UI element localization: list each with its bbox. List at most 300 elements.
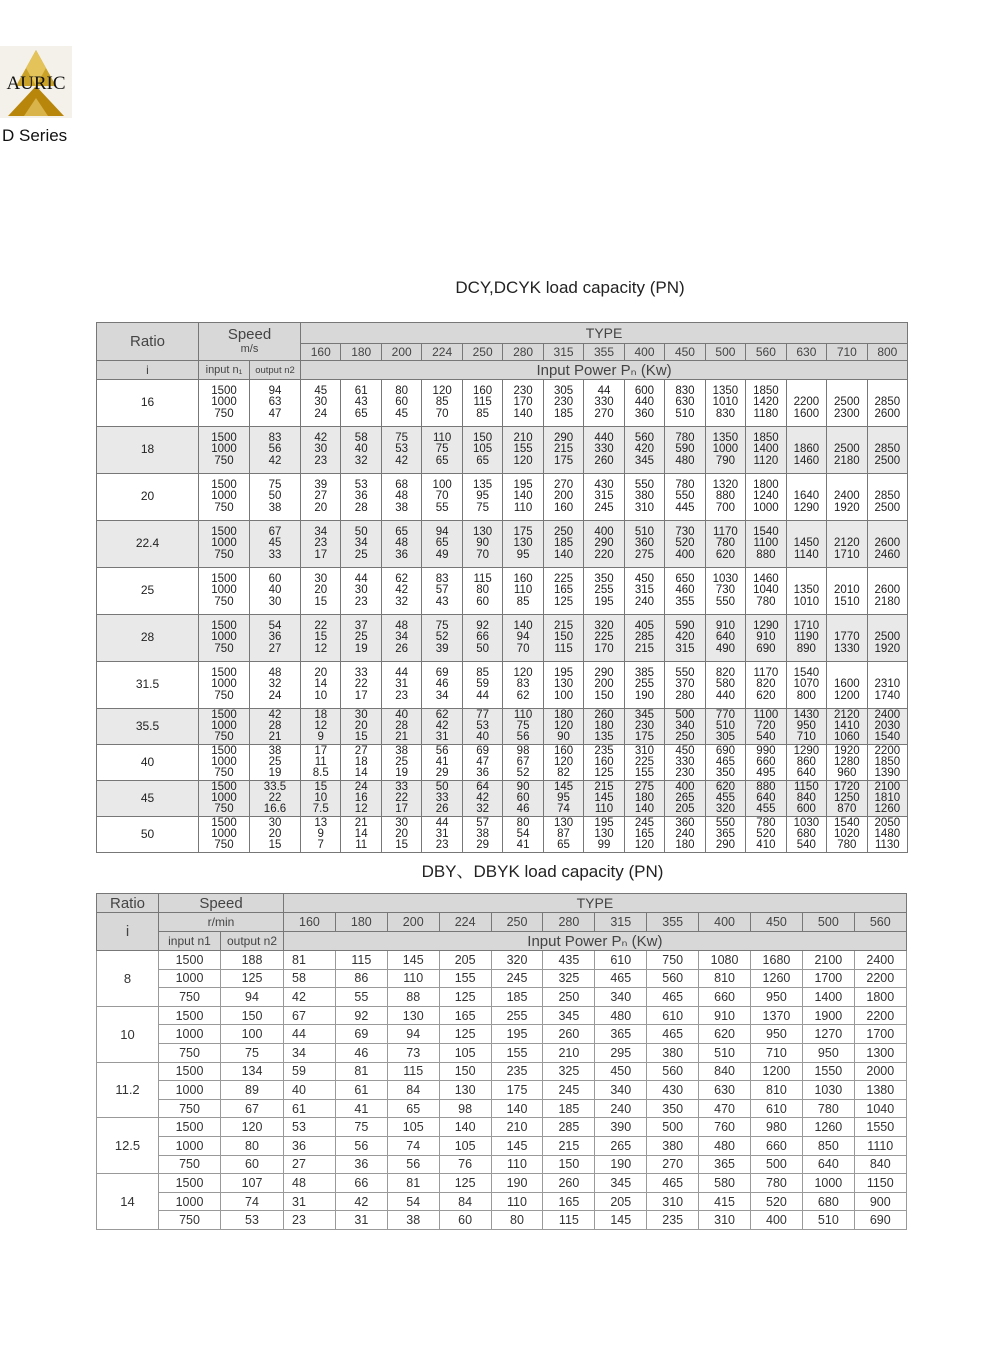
- power-value: 30: [314, 573, 328, 586]
- output-speed-cell: [250, 380, 301, 427]
- power-cell: [746, 380, 786, 427]
- power-cell: [786, 521, 826, 568]
- power-value: 680: [796, 827, 816, 840]
- power-value: 430: [594, 479, 614, 492]
- power-cell: 1150: [854, 1174, 906, 1193]
- power-value: 42: [395, 454, 409, 467]
- power-value: 270: [594, 407, 614, 420]
- power-value: 8.5: [312, 767, 329, 780]
- power-value: 2180: [874, 595, 901, 608]
- output-speed-cell: [250, 521, 301, 568]
- power-value: 1540: [753, 526, 779, 539]
- power-cell: 950: [802, 1043, 854, 1062]
- power-value: 870: [837, 803, 857, 816]
- ratio-cell: 22.4: [97, 521, 199, 568]
- power-cell: [503, 568, 543, 615]
- ratio-header: Ratio: [97, 894, 159, 913]
- power-value: 790: [715, 454, 736, 467]
- power-cell: 150: [439, 1062, 491, 1081]
- power-value: 1720: [834, 780, 860, 793]
- power-value: 130: [513, 537, 533, 550]
- output-speed-value: 47: [268, 407, 282, 420]
- input-speed-cell: [199, 817, 250, 853]
- power-cell: 510: [699, 1043, 751, 1062]
- output-speed-cell: 120: [221, 1118, 284, 1137]
- output-speed-value: 38: [268, 744, 282, 757]
- power-cell: 165: [439, 1006, 491, 1025]
- power-cell: 235: [647, 1211, 699, 1230]
- table-row: [97, 1062, 907, 1081]
- input-speed-value: 1000: [211, 791, 237, 804]
- power-cell: 310: [699, 1211, 751, 1230]
- power-cell: 65: [387, 1099, 439, 1118]
- power-value: 290: [715, 839, 736, 852]
- power-cell: 390: [595, 1118, 647, 1137]
- power-cell: 580: [699, 1174, 751, 1193]
- power-value: 345: [634, 708, 655, 721]
- power-cell: [746, 817, 786, 853]
- power-value: 240: [634, 595, 655, 608]
- power-cell: [867, 568, 908, 615]
- power-value: 1640: [793, 490, 820, 503]
- power-value: 180: [594, 719, 614, 732]
- power-value: 630: [675, 396, 695, 409]
- input-speed-value: 1000: [211, 755, 237, 768]
- power-value: 275: [634, 780, 655, 793]
- power-value: 15: [314, 631, 328, 644]
- power-value: 2050: [874, 816, 901, 829]
- power-value: 360: [634, 537, 655, 550]
- power-value: 2400: [834, 490, 860, 503]
- type-400: 400: [699, 913, 751, 932]
- power-value: 110: [594, 803, 614, 816]
- input-speed-value: 750: [214, 595, 234, 608]
- power-value: 305: [715, 731, 736, 744]
- power-value: 24: [314, 407, 328, 420]
- power-value: 290: [594, 667, 614, 680]
- output-speed-cell: [250, 427, 301, 474]
- input-speed-value: 750: [214, 767, 234, 780]
- power-value: 770: [715, 708, 736, 721]
- ratio-cell: 10: [97, 1006, 159, 1062]
- output-speed-value: 42: [268, 708, 282, 721]
- power-value: 510: [715, 719, 736, 732]
- input-speed-cell: 1000: [159, 1025, 221, 1044]
- power-cell: [301, 427, 341, 474]
- power-value: 38: [395, 744, 409, 757]
- power-value: 1810: [874, 791, 901, 804]
- power-cell: [301, 380, 341, 427]
- table-row: [97, 745, 908, 781]
- power-cell: [584, 745, 624, 781]
- power-cell: 285: [543, 1118, 595, 1137]
- power-cell: [827, 817, 867, 853]
- power-value: 15: [314, 595, 328, 608]
- power-value: 44: [354, 573, 368, 586]
- power-value: 94: [516, 631, 530, 644]
- power-value: 77: [476, 708, 489, 721]
- power-value: 220: [594, 548, 614, 561]
- power-value: 380: [634, 490, 655, 503]
- power-cell: [462, 781, 502, 817]
- power-cell: [462, 709, 502, 745]
- power-cell: 480: [595, 1006, 647, 1025]
- power-value: 75: [476, 501, 489, 514]
- power-cell: 2000: [854, 1062, 906, 1081]
- power-value: 180: [634, 791, 655, 804]
- power-cell: [584, 709, 624, 745]
- power-value: 1070: [793, 678, 820, 691]
- input-power-header: Input Power Pₙ (Kw): [301, 361, 908, 380]
- input-speed-value: 1500: [211, 780, 237, 793]
- power-cell: 810: [751, 1081, 803, 1100]
- power-cell: 2400: [854, 951, 906, 970]
- power-value: 840: [796, 791, 816, 804]
- power-cell: 27: [284, 1155, 336, 1174]
- output-speed-value: 16.6: [263, 803, 287, 816]
- input-speed-cell: [199, 709, 250, 745]
- power-value: 1540: [834, 816, 860, 829]
- type-560: 560: [854, 913, 906, 932]
- power-cell: [503, 781, 543, 817]
- power-value: 40: [354, 443, 368, 456]
- power-value: 74: [557, 803, 570, 816]
- power-cell: [786, 817, 826, 853]
- power-value: 20: [395, 827, 409, 840]
- ratio-cell: 18: [97, 427, 199, 474]
- power-cell: [786, 568, 826, 615]
- power-cell: 310: [647, 1192, 699, 1211]
- power-cell: 48: [284, 1174, 336, 1193]
- power-value: 20: [314, 584, 328, 597]
- power-cell: [624, 615, 664, 662]
- power-cell: 510: [802, 1211, 854, 1230]
- output-speed-value: 22: [268, 791, 282, 804]
- power-cell: [503, 380, 543, 427]
- power-value: 33: [395, 780, 409, 793]
- power-value: 2500: [834, 443, 860, 456]
- power-cell: 690: [854, 1211, 906, 1230]
- power-cell: [786, 781, 826, 817]
- power-cell: [503, 662, 543, 709]
- power-value: 1850: [753, 432, 779, 445]
- power-value: 90: [516, 780, 530, 793]
- power-value: 140: [513, 407, 533, 420]
- power-cell: [624, 427, 664, 474]
- power-cell: 105: [439, 1043, 491, 1062]
- power-cell: [301, 817, 341, 853]
- power-value: 83: [516, 678, 530, 691]
- power-cell: [422, 709, 462, 745]
- power-value: 160: [553, 501, 574, 514]
- power-value: 365: [715, 827, 736, 840]
- power-cell: 36: [335, 1155, 387, 1174]
- power-value: 57: [476, 816, 489, 829]
- power-cell: [665, 709, 705, 745]
- power-value: 55: [435, 501, 449, 514]
- power-cell: 1110: [854, 1136, 906, 1155]
- type-224: 224: [422, 344, 462, 361]
- input-speed-cell: 1500: [159, 1174, 221, 1193]
- type-500: 500: [705, 344, 745, 361]
- power-value: 345: [634, 454, 655, 467]
- power-cell: [503, 521, 543, 568]
- output-speed-cell: [250, 568, 301, 615]
- power-value: 70: [435, 407, 449, 420]
- power-cell: [705, 817, 745, 853]
- power-cell: [381, 615, 421, 662]
- type-250: 250: [491, 913, 543, 932]
- power-value: 11: [355, 839, 368, 852]
- output-speed-cell: 94: [221, 988, 284, 1007]
- power-cell: [867, 781, 908, 817]
- power-cell: 34: [284, 1043, 336, 1062]
- type-355: 355: [584, 344, 624, 361]
- power-cell: [867, 662, 908, 709]
- power-cell: [462, 521, 502, 568]
- power-value: 36: [476, 767, 489, 780]
- power-value: 690: [756, 642, 776, 655]
- power-cell: [624, 521, 664, 568]
- power-cell: [746, 474, 786, 521]
- power-value: 135: [594, 731, 614, 744]
- input-power-header: Input Power Pₙ (Kw): [284, 932, 907, 951]
- power-value: 12: [354, 803, 368, 816]
- power-value: 180: [675, 839, 695, 852]
- power-cell: [705, 380, 745, 427]
- power-cell: 500: [647, 1118, 699, 1137]
- power-cell: 240: [595, 1099, 647, 1118]
- type-160: 160: [301, 344, 341, 361]
- power-cell: 1300: [854, 1043, 906, 1062]
- power-value: 2200: [874, 744, 901, 757]
- power-value: 1130: [874, 839, 900, 852]
- power-value: 69: [476, 744, 489, 757]
- power-cell: 620: [699, 1025, 751, 1044]
- power-cell: 2200: [854, 969, 906, 988]
- power-cell: 1700: [854, 1025, 906, 1044]
- output-speed-value: 75: [268, 479, 282, 492]
- power-value: 95: [476, 490, 489, 503]
- power-cell: [705, 745, 745, 781]
- power-value: 280: [675, 689, 695, 702]
- power-value: 19: [395, 767, 409, 780]
- power-value: 550: [675, 490, 695, 503]
- power-cell: [462, 615, 502, 662]
- power-cell: [746, 709, 786, 745]
- type-180: 180: [335, 913, 387, 932]
- power-cell: [422, 380, 462, 427]
- table-row: [97, 781, 908, 817]
- power-value: 355: [675, 595, 695, 608]
- power-value: 730: [715, 584, 736, 597]
- power-value: 14: [314, 678, 328, 691]
- power-cell: [422, 817, 462, 853]
- power-cell: [503, 615, 543, 662]
- power-value: 44: [435, 816, 449, 829]
- output-speed-cell: 100: [221, 1025, 284, 1044]
- power-cell: 205: [595, 1192, 647, 1211]
- power-value: 30: [314, 396, 328, 409]
- power-cell: 36: [284, 1136, 336, 1155]
- input-speed-cell: 1500: [159, 1118, 221, 1137]
- input-speed-cell: [199, 615, 250, 662]
- power-value: 1770: [834, 631, 860, 644]
- type-200: 200: [381, 344, 421, 361]
- power-cell: 340: [595, 1081, 647, 1100]
- power-value: 640: [756, 791, 776, 804]
- power-value: 44: [395, 667, 409, 680]
- power-cell: [827, 615, 867, 662]
- power-value: 330: [594, 443, 614, 456]
- power-value: 80: [476, 584, 489, 597]
- power-value: 185: [553, 407, 574, 420]
- input-speed-cell: [199, 427, 250, 474]
- ratio-header: Ratio: [97, 323, 199, 361]
- power-value: 2500: [874, 454, 901, 467]
- ratio-cell: 8: [97, 951, 159, 1007]
- power-value: 20: [314, 501, 328, 514]
- power-cell: 350: [647, 1099, 699, 1118]
- power-cell: 115: [387, 1062, 439, 1081]
- power-cell: 1380: [854, 1081, 906, 1100]
- power-value: 110: [513, 584, 533, 597]
- power-cell: [827, 380, 867, 427]
- input-speed-cell: [199, 380, 250, 427]
- power-value: 40: [395, 708, 409, 721]
- power-cell: 140: [491, 1099, 543, 1118]
- power-cell: [341, 615, 381, 662]
- input-speed-value: 1000: [211, 631, 237, 644]
- ratio-cell: 16: [97, 380, 199, 427]
- power-cell: [746, 521, 786, 568]
- power-value: 2180: [834, 454, 860, 467]
- power-value: 53: [476, 719, 489, 732]
- output-speed-cell: [250, 474, 301, 521]
- power-cell: [786, 474, 826, 521]
- power-cell: [624, 380, 664, 427]
- table-row: [97, 380, 908, 427]
- power-cell: [705, 662, 745, 709]
- power-cell: 840: [699, 1062, 751, 1081]
- power-cell: 345: [543, 1006, 595, 1025]
- power-cell: [665, 474, 705, 521]
- power-value: 310: [634, 744, 655, 757]
- table1-title: DCY,DCYK load capacity (PN): [455, 278, 685, 297]
- power-value: 215: [553, 443, 574, 456]
- power-value: 780: [675, 479, 695, 492]
- power-value: 46: [435, 678, 449, 691]
- power-value: 42: [314, 432, 328, 445]
- power-cell: [422, 474, 462, 521]
- power-cell: [746, 662, 786, 709]
- power-cell: 1550: [802, 1062, 854, 1081]
- input-speed-value: 750: [214, 454, 234, 467]
- power-value: 25: [354, 548, 368, 561]
- power-value: 2500: [874, 631, 901, 644]
- power-cell: [827, 781, 867, 817]
- power-cell: [746, 427, 786, 474]
- power-cell: 610: [595, 951, 647, 970]
- power-value: 400: [675, 780, 695, 793]
- power-cell: 38: [387, 1211, 439, 1230]
- power-value: 400: [675, 548, 695, 561]
- power-cell: [867, 615, 908, 662]
- power-value: 450: [634, 573, 655, 586]
- power-cell: 950: [751, 1025, 803, 1044]
- type-500: 500: [802, 913, 854, 932]
- power-value: 10: [314, 689, 328, 702]
- power-value: 15: [354, 731, 368, 744]
- power-cell: [665, 745, 705, 781]
- power-value: 780: [756, 816, 776, 829]
- power-value: 440: [715, 689, 736, 702]
- power-value: 120: [513, 667, 533, 680]
- power-value: 48: [395, 537, 409, 550]
- type-315: 315: [543, 344, 583, 361]
- power-value: 125: [553, 595, 574, 608]
- power-cell: [705, 474, 745, 521]
- power-cell: 110: [491, 1192, 543, 1211]
- power-cell: [665, 568, 705, 615]
- power-cell: 42: [284, 988, 336, 1007]
- power-cell: 325: [543, 1062, 595, 1081]
- power-cell: [543, 615, 583, 662]
- power-value: 36: [395, 548, 409, 561]
- power-value: 830: [715, 407, 736, 420]
- output-speed-cell: [250, 662, 301, 709]
- input-speed-cell: 1500: [159, 1062, 221, 1081]
- power-value: 38: [476, 827, 489, 840]
- table-row: [97, 969, 907, 988]
- power-value: 62: [435, 708, 449, 721]
- power-cell: 840: [854, 1155, 906, 1174]
- power-cell: [665, 615, 705, 662]
- table-row: [97, 427, 908, 474]
- power-value: 1250: [834, 791, 860, 804]
- power-value: 18: [314, 708, 328, 721]
- input-speed-cell: 750: [159, 988, 221, 1007]
- input-speed-cell: 750: [159, 1099, 221, 1118]
- power-value: 41: [435, 755, 449, 768]
- power-cell: 1900: [802, 1006, 854, 1025]
- power-value: 48: [395, 490, 409, 503]
- power-value: 145: [594, 791, 614, 804]
- power-value: 1000: [712, 443, 739, 456]
- power-value: 165: [634, 827, 655, 840]
- power-value: 30: [354, 708, 368, 721]
- power-cell: 53: [284, 1118, 336, 1137]
- output-speed-value: 32: [268, 678, 282, 691]
- power-value: 1290: [753, 620, 779, 633]
- power-value: 620: [756, 689, 776, 702]
- power-value: 65: [557, 839, 570, 852]
- power-value: 17: [314, 744, 328, 757]
- output-speed-cell: [250, 709, 301, 745]
- table-row: [97, 709, 908, 745]
- power-cell: [341, 427, 381, 474]
- power-value: 60: [516, 791, 530, 804]
- power-value: 310: [634, 501, 655, 514]
- power-cell: [705, 781, 745, 817]
- power-value: 49: [435, 548, 449, 561]
- power-value: 1020: [834, 827, 860, 840]
- power-value: 150: [553, 631, 574, 644]
- output-speed-value: 48: [268, 667, 282, 680]
- power-value: 60: [476, 595, 489, 608]
- power-cell: 110: [387, 969, 439, 988]
- power-value: 600: [634, 385, 655, 398]
